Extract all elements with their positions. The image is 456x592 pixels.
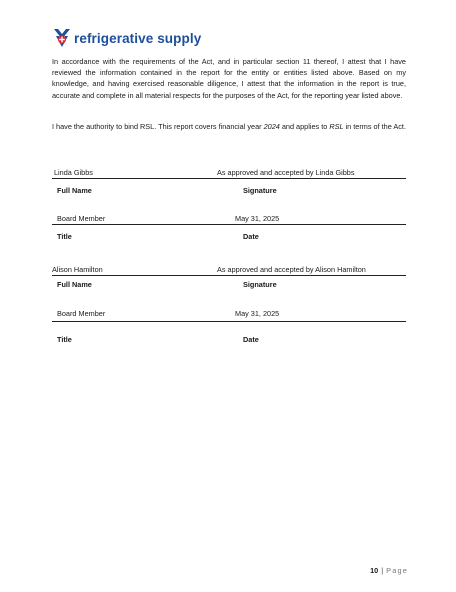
signature-block-1 [52, 165, 406, 245]
authority-text-c: in terms of the Act. [343, 122, 406, 131]
title-date-line [52, 224, 406, 225]
page-word: Page [386, 566, 408, 575]
financial-year: 2024 [263, 122, 280, 131]
full-name-label: Full Name [57, 280, 92, 289]
date-label: Date [243, 232, 259, 241]
signatory-name: Linda Gibbs [54, 168, 93, 177]
authority-paragraph [52, 121, 406, 132]
title-date-line [52, 321, 406, 322]
attestation-paragraph: In accordance with the requirements of the Act, and in particular section 11 thereof, I attest that I have reviewed the information contained in the report for the entity or entities listed above. Based on my knowledge, and having exercised reasonable diligence, I attest that the information in the report is true, accurate and complete in all material respects for the purposes of the Act, for the reporting year listed above. [52, 57, 406, 100]
title-value: Board Member [57, 214, 106, 223]
entity-name: RSL [329, 122, 344, 131]
page-footer [370, 566, 408, 575]
date-value: May 31, 2025 [235, 309, 280, 318]
full-name-label: Full Name [57, 186, 92, 195]
signature-label: Signature [243, 186, 277, 195]
approval-statement: As approved and accepted by Linda Gibbs [217, 168, 355, 177]
date-value: May 31, 2025 [235, 214, 280, 223]
signature-line [52, 178, 406, 179]
signatory-name: Alison Hamilton [52, 265, 103, 274]
snowflake-logo-icon [52, 27, 72, 49]
footer-separator: | [381, 566, 384, 575]
signature-label: Signature [243, 280, 277, 289]
authority-text-b: and applies to [279, 122, 330, 131]
approval-statement: As approved and accepted by Alison Hamilton [217, 265, 366, 274]
company-logo [52, 26, 201, 50]
signature-block-2 [52, 262, 406, 346]
page-number: 10 [370, 566, 379, 575]
title-value: Board Member [57, 309, 106, 318]
authority-text-a: I have the authority to bind RSL. This report covers financial year [52, 122, 264, 131]
title-label: Title [57, 335, 72, 344]
logo-wordmark: refrigerative supply [74, 30, 202, 46]
title-label: Title [57, 232, 72, 241]
date-label: Date [243, 335, 259, 344]
signature-line [52, 275, 406, 276]
